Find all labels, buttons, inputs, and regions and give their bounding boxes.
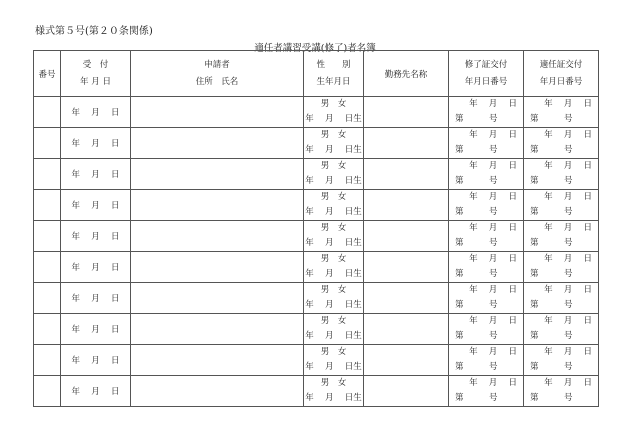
workplace-cell[interactable] — [364, 345, 449, 376]
birth-date-label: 年 月 日生 — [305, 238, 362, 248]
header-reception-line1: 受 付 — [82, 59, 109, 70]
sex-options-label: 男 女 — [320, 316, 347, 326]
qualification-number-label: 第 号 — [530, 393, 573, 403]
applicant-cell[interactable] — [131, 159, 304, 190]
number-cell[interactable] — [34, 221, 61, 252]
workplace-cell[interactable] — [364, 221, 449, 252]
header-applicant-line2: 住所 氏名 — [195, 76, 239, 87]
qualification-cert-cell[interactable] — [524, 128, 599, 159]
header-qualification-line1: 適任証交付 — [539, 59, 583, 70]
completion-cert-cell[interactable] — [449, 221, 524, 252]
table-row — [34, 159, 599, 190]
completion-date-label: 年 月 日 — [469, 99, 517, 109]
qualification-cert-cell[interactable] — [524, 97, 599, 128]
birth-date-label: 年 月 日生 — [305, 362, 362, 372]
completion-cert-cell[interactable] — [449, 97, 524, 128]
table-row — [34, 128, 599, 159]
qualification-number-label: 第 号 — [530, 145, 573, 155]
header-completion-cert — [449, 51, 524, 97]
header-applicant-line1: 申請者 — [204, 59, 230, 70]
form-code: 様式第５号(第２０条関係) — [35, 26, 153, 37]
header-reception — [61, 51, 131, 97]
sex-birth-cell[interactable] — [304, 376, 364, 407]
document-title: 適任者講習受講(修了)者名簿 — [254, 43, 376, 54]
qualification-cert-cell[interactable] — [524, 376, 599, 407]
header-workplace: 勤務先名称 — [364, 51, 449, 97]
number-cell[interactable] — [34, 283, 61, 314]
reception-date-label: 年 月 日 — [71, 139, 120, 149]
qualification-cert-cell[interactable] — [524, 314, 599, 345]
header-row — [34, 51, 599, 97]
reception-date-cell[interactable] — [61, 252, 131, 283]
completion-number-label: 第 号 — [455, 300, 498, 310]
completion-cert-cell[interactable] — [449, 190, 524, 221]
qualification-date-label: 年 月 日 — [544, 161, 592, 171]
table-row — [34, 345, 599, 376]
reception-date-cell[interactable] — [61, 159, 131, 190]
number-cell[interactable] — [34, 376, 61, 407]
table-row — [34, 283, 599, 314]
qualification-date-label: 年 月 日 — [544, 347, 592, 357]
roster-body — [34, 97, 599, 407]
applicant-cell[interactable] — [131, 376, 304, 407]
header-completion-line1: 修了証交付 — [464, 59, 508, 70]
header-qualification-cert — [524, 51, 599, 97]
reception-date-label: 年 月 日 — [71, 170, 120, 180]
sex-birth-cell[interactable] — [304, 314, 364, 345]
table-row — [34, 252, 599, 283]
applicant-cell[interactable] — [131, 128, 304, 159]
qualification-date-label: 年 月 日 — [544, 378, 592, 388]
sex-options-label: 男 女 — [320, 378, 347, 388]
reception-date-label: 年 月 日 — [71, 263, 120, 273]
completion-number-label: 第 号 — [455, 176, 498, 186]
completion-number-label: 第 号 — [455, 269, 498, 279]
completion-date-label: 年 月 日 — [469, 347, 517, 357]
sex-birth-cell[interactable] — [304, 252, 364, 283]
qualification-date-label: 年 月 日 — [544, 316, 592, 326]
sex-birth-cell[interactable] — [304, 97, 364, 128]
table-row — [34, 376, 599, 407]
completion-cert-cell[interactable] — [449, 252, 524, 283]
completion-cert-cell[interactable] — [449, 283, 524, 314]
birth-date-label: 年 月 日生 — [305, 393, 362, 403]
completion-cert-cell[interactable] — [449, 159, 524, 190]
table-row — [34, 190, 599, 221]
sex-options-label: 男 女 — [320, 223, 347, 233]
number-cell[interactable] — [34, 252, 61, 283]
roster-table — [33, 50, 599, 407]
birth-date-label: 年 月 日生 — [305, 300, 362, 310]
qualification-cert-cell[interactable] — [524, 190, 599, 221]
reception-date-cell[interactable] — [61, 345, 131, 376]
reception-date-label: 年 月 日 — [71, 325, 120, 335]
qualification-cert-cell[interactable] — [524, 345, 599, 376]
reception-date-cell[interactable] — [61, 221, 131, 252]
workplace-cell[interactable] — [364, 252, 449, 283]
completion-cert-cell[interactable] — [449, 314, 524, 345]
reception-date-cell[interactable] — [61, 97, 131, 128]
reception-date-label: 年 月 日 — [71, 108, 120, 118]
workplace-cell[interactable] — [364, 190, 449, 221]
completion-number-label: 第 号 — [455, 362, 498, 372]
header-number: 番号 — [34, 51, 61, 97]
qualification-number-label: 第 号 — [530, 176, 573, 186]
qualification-number-label: 第 号 — [530, 300, 573, 310]
header-qualification-line2: 年月日番号 — [539, 76, 583, 87]
reception-date-label: 年 月 日 — [71, 232, 120, 242]
completion-number-label: 第 号 — [455, 331, 498, 341]
sex-options-label: 男 女 — [320, 192, 347, 202]
qualification-number-label: 第 号 — [530, 269, 573, 279]
qualification-cert-cell[interactable] — [524, 221, 599, 252]
number-cell[interactable] — [34, 345, 61, 376]
workplace-cell[interactable] — [364, 159, 449, 190]
header-sex — [304, 51, 364, 97]
reception-date-cell[interactable] — [61, 376, 131, 407]
qualification-date-label: 年 月 日 — [544, 130, 592, 140]
completion-number-label: 第 号 — [455, 207, 498, 217]
completion-number-label: 第 号 — [455, 145, 498, 155]
sex-options-label: 男 女 — [320, 130, 347, 140]
workplace-cell[interactable] — [364, 314, 449, 345]
qualification-number-label: 第 号 — [530, 114, 573, 124]
completion-date-label: 年 月 日 — [469, 223, 517, 233]
completion-date-label: 年 月 日 — [469, 316, 517, 326]
applicant-cell[interactable] — [131, 252, 304, 283]
completion-date-label: 年 月 日 — [469, 130, 517, 140]
reception-date-cell[interactable] — [61, 128, 131, 159]
sex-options-label: 男 女 — [320, 99, 347, 109]
completion-date-label: 年 月 日 — [469, 161, 517, 171]
applicant-cell[interactable] — [131, 283, 304, 314]
qualification-date-label: 年 月 日 — [544, 285, 592, 295]
completion-date-label: 年 月 日 — [469, 285, 517, 295]
table-row — [34, 221, 599, 252]
workplace-cell[interactable] — [364, 376, 449, 407]
sex-birth-cell[interactable] — [304, 159, 364, 190]
qualification-date-label: 年 月 日 — [544, 192, 592, 202]
sex-options-label: 男 女 — [320, 161, 347, 171]
reception-date-label: 年 月 日 — [71, 294, 120, 304]
header-reception-line2: 年 月 日 — [80, 76, 111, 87]
applicant-cell[interactable] — [131, 97, 304, 128]
qualification-date-label: 年 月 日 — [544, 254, 592, 264]
completion-number-label: 第 号 — [455, 393, 498, 403]
birth-date-label: 年 月 日生 — [305, 331, 362, 341]
sex-options-label: 男 女 — [320, 347, 347, 357]
sex-options-label: 男 女 — [320, 254, 347, 264]
reception-date-cell[interactable] — [61, 190, 131, 221]
header-sex-line2: 生年月日 — [316, 76, 351, 87]
applicant-cell[interactable] — [131, 221, 304, 252]
header-completion-line2: 年月日番号 — [464, 76, 508, 87]
qualification-number-label: 第 号 — [530, 207, 573, 217]
applicant-cell[interactable] — [131, 345, 304, 376]
applicant-cell[interactable] — [131, 190, 304, 221]
reception-date-label: 年 月 日 — [71, 201, 120, 211]
number-cell[interactable] — [34, 314, 61, 345]
birth-date-label: 年 月 日生 — [305, 145, 362, 155]
number-cell[interactable] — [34, 97, 61, 128]
sex-birth-cell[interactable] — [304, 128, 364, 159]
sex-options-label: 男 女 — [320, 285, 347, 295]
qualification-cert-cell[interactable] — [524, 252, 599, 283]
number-cell[interactable] — [34, 159, 61, 190]
reception-date-label: 年 月 日 — [71, 356, 120, 366]
number-cell[interactable] — [34, 128, 61, 159]
completion-cert-cell[interactable] — [449, 128, 524, 159]
completion-cert-cell[interactable] — [449, 376, 524, 407]
sex-birth-cell[interactable] — [304, 345, 364, 376]
sex-birth-cell[interactable] — [304, 283, 364, 314]
number-cell[interactable] — [34, 190, 61, 221]
sex-birth-cell[interactable] — [304, 221, 364, 252]
workplace-cell[interactable] — [364, 283, 449, 314]
reception-date-label: 年 月 日 — [71, 387, 120, 397]
reception-date-cell[interactable] — [61, 283, 131, 314]
completion-cert-cell[interactable] — [449, 345, 524, 376]
reception-date-cell[interactable] — [61, 314, 131, 345]
header-sex-line1: 性 別 — [316, 59, 351, 70]
qualification-number-label: 第 号 — [530, 238, 573, 248]
workplace-cell[interactable] — [364, 128, 449, 159]
table-row — [34, 314, 599, 345]
qualification-date-label: 年 月 日 — [544, 223, 592, 233]
completion-number-label: 第 号 — [455, 238, 498, 248]
qualification-date-label: 年 月 日 — [544, 99, 592, 109]
workplace-cell[interactable] — [364, 97, 449, 128]
qualification-number-label: 第 号 — [530, 331, 573, 341]
header-applicant — [131, 51, 304, 97]
table-row — [34, 97, 599, 128]
birth-date-label: 年 月 日生 — [305, 207, 362, 217]
birth-date-label: 年 月 日生 — [305, 114, 362, 124]
completion-date-label: 年 月 日 — [469, 254, 517, 264]
sex-birth-cell[interactable] — [304, 190, 364, 221]
qualification-cert-cell[interactable] — [524, 283, 599, 314]
qualification-number-label: 第 号 — [530, 362, 573, 372]
birth-date-label: 年 月 日生 — [305, 176, 362, 186]
applicant-cell[interactable] — [131, 314, 304, 345]
completion-number-label: 第 号 — [455, 114, 498, 124]
birth-date-label: 年 月 日生 — [305, 269, 362, 279]
completion-date-label: 年 月 日 — [469, 192, 517, 202]
qualification-cert-cell[interactable] — [524, 159, 599, 190]
completion-date-label: 年 月 日 — [469, 378, 517, 388]
